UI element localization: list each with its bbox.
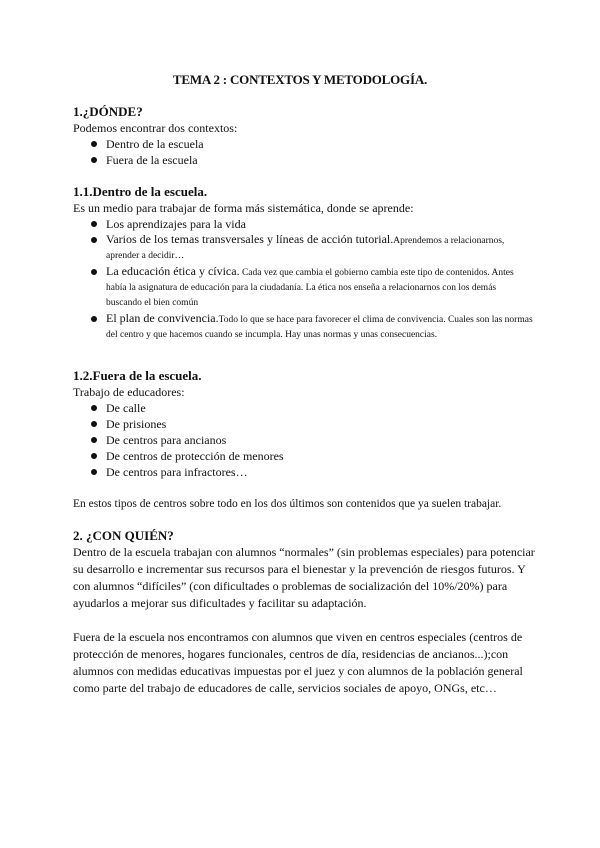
list-item-detail: Aprendemos a relacionarnos, aprender a decidir… bbox=[106, 236, 505, 261]
section-heading: 1.1.Dentro de la escuela. bbox=[73, 184, 208, 199]
list-item bbox=[73, 311, 533, 343]
list-item: Dentro de la escuela bbox=[73, 136, 533, 152]
section-intro: Trabajo de educadores: bbox=[73, 385, 185, 399]
section-heading: 1.2.Fuera de la escuela. bbox=[73, 368, 202, 383]
list-item: Los aprendizajes para la vida bbox=[73, 216, 533, 232]
list-item-detail: Cada vez que cambia el gobierno cambia este tipo de contenidos. Antes había la asignatura de educación para la ciudadanía. La ética nos enseña a relacionarnos con los demás buscando el bien común bbox=[106, 268, 514, 308]
section-heading: 1.¿DÓNDE? bbox=[73, 104, 143, 119]
list-item: Fuera de la escuela bbox=[73, 152, 533, 168]
list-item-lead: La educación ética y cívica. bbox=[106, 264, 240, 278]
list-item bbox=[73, 264, 533, 311]
section-heading: 2. ¿CON QUIÉN? bbox=[73, 528, 174, 543]
paragraph: Fuera de la escuela nos encontramos con alumnos que viven en centros especiales (centros de protección de menores, hogares funcionales, centros de día, residencias de ancianos...);con alumnos con medidas educativas impuestas por el juez y con alumnos de la población general como parte del trabajo de educadores de calle, servicios sociales de apoyo, ONGs, etc… bbox=[73, 630, 523, 695]
list-item-lead: Varios de los temas transversales y líneas de acción tutorial. bbox=[106, 232, 394, 246]
bullet-list bbox=[73, 136, 533, 168]
list-item-detail: Todo lo que se hace para favorecer el clima de convivencia. Cuales son las normas del centro y que hacemos cuando se incumpla. Hay unas normas y unas consecuencias. bbox=[106, 315, 533, 340]
list-item: De centros para infractores… bbox=[73, 464, 533, 480]
list-item: De centros para ancianos bbox=[73, 432, 533, 448]
section-fuera-closing bbox=[73, 496, 543, 512]
list-item-lead: El plan de convivencia. bbox=[106, 311, 219, 325]
closing-paragraph: En estos tipos de centros sobre todo en los dos últimos son contenidos que ya suelen trabajar. bbox=[73, 498, 502, 510]
paragraph: Dentro de la escuela trabajan con alumnos “normales” (sin problemas especiales) para potenciar su desarrollo e incrementar sus recursos para el bienestar y la prevención de riesgos futuros. Y con alumnos “difíciles” (con dificultades o problemas de socialización del 10%/20%) para ayudarlos a mejorar sus dificultades y facilitar su adaptación. bbox=[73, 545, 535, 610]
bullet-list bbox=[73, 400, 533, 480]
section-intro: Podemos encontrar dos contextos: bbox=[73, 121, 238, 135]
document-title: TEMA 2 : CONTEXTOS Y METODOLOGÍA. bbox=[172, 72, 428, 87]
list-item bbox=[73, 232, 533, 264]
bullet-list bbox=[73, 216, 533, 343]
section-intro: Es un medio para trabajar de forma más sistemática, donde se aprende: bbox=[73, 201, 414, 215]
section-donde bbox=[73, 104, 533, 168]
section-con-quien bbox=[73, 528, 535, 697]
list-item: De prisiones bbox=[73, 416, 533, 432]
list-item: De centros de protección de menores bbox=[73, 448, 533, 464]
list-item: De calle bbox=[73, 400, 533, 416]
section-fuera bbox=[73, 368, 533, 480]
section-dentro bbox=[73, 184, 533, 343]
